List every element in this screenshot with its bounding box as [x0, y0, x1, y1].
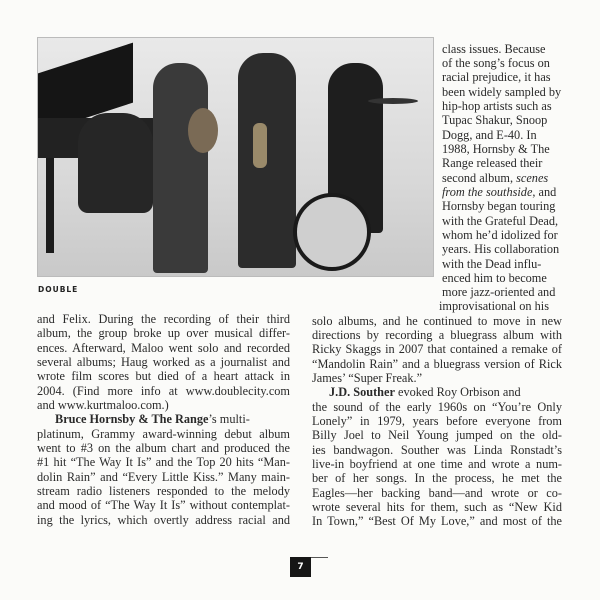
saxophone: [253, 123, 267, 168]
text-line: “Mandolin Rain” and a bluegrass version of Rick: [312, 357, 562, 371]
text-line: of the song’s focus on: [442, 56, 550, 70]
text-line: Tupac Shakur, Snoop: [442, 113, 548, 127]
cymbal: [368, 98, 418, 104]
text-line: and Felix. During the recording of their third: [37, 312, 290, 326]
piano-leg: [46, 158, 54, 253]
text-line: racial prejudice, it has: [442, 70, 551, 84]
text-line: platinum, Grammy award-winning debut album: [37, 427, 290, 441]
album-title: scenes: [516, 171, 549, 185]
text-line: In Town,” “Best Of My Love,” and most of the: [312, 514, 562, 528]
guitar: [188, 108, 218, 153]
text-line: ies bandwagon. Souther was Linda Ronstadt’s: [312, 443, 562, 457]
text-line: stream radio listeners responded to the melody: [37, 484, 290, 498]
text-line: went to #3 on the album chart and produced the: [37, 441, 290, 455]
text-line: solo albums, and he continued to move in new: [312, 314, 562, 328]
text-line: more jazz-oriented and: [442, 285, 556, 299]
text-line: live-in boyfriend at one time and wrote a num-: [312, 457, 562, 471]
text-line: the sound of the early 1960s on “You’re Only: [312, 400, 562, 414]
text: , and: [532, 185, 557, 199]
band-member-2: [153, 63, 208, 273]
text-line: Eagles—her backing band—and wrote or co-: [312, 486, 562, 500]
artist-name: Bruce Hornsby & The Range: [55, 412, 209, 426]
text-line: ber of her songs. In the process, he met the: [312, 471, 562, 485]
text-line: wrote film scores but died of a heart attack in: [37, 369, 290, 383]
text-line: hip-hop artists such as: [442, 99, 552, 113]
text-line: 2004. (Find more info at www.doublecity.com: [37, 384, 290, 398]
text-line: Billy Joel to Neil Young jumped on the old-: [312, 428, 562, 442]
band-member-1: [78, 113, 153, 213]
text-line: and www.kurtmaloo.com.): [37, 398, 169, 412]
text-line: #1 hit “The Way It Is” and the Top 20 hits “Man-: [37, 455, 290, 469]
album-title: from the southside: [442, 185, 533, 199]
text-line: enced him to become: [442, 271, 547, 285]
text-line: been widely sampled by: [442, 85, 562, 99]
photo-caption: DOUBLE: [38, 285, 79, 294]
text-line: and mood of “The Way It Is” without contemplat-: [37, 498, 290, 512]
band-member-3: [238, 53, 296, 268]
text-line: with the Dead influ-: [442, 257, 542, 271]
text-line: whom he’d idolized for: [442, 228, 558, 242]
text-line: improvisational on his: [439, 299, 549, 313]
text-line: Lonely” in 1979, years before everyone from: [312, 414, 562, 428]
text-line: [55, 412, 290, 426]
text-line: directions by recording a bluegrass album with: [312, 328, 562, 342]
drum-kit: [293, 193, 371, 271]
text-line: wrote several hits for them, such as “New Kid: [312, 500, 562, 514]
text-line: [442, 171, 548, 185]
text-line: 1988, Hornsby & The: [442, 142, 550, 156]
text-line: Hornsby began touring: [442, 199, 556, 213]
text-line: ences. Afterward, Maloo went solo and recorded: [37, 341, 290, 355]
text-line: James’ “Super Freak.”: [312, 371, 423, 385]
text-line: Ricky Skaggs in 2007 that contained a remake of: [312, 342, 562, 356]
text-line: class issues. Because: [442, 42, 546, 56]
text-line: dolin Rain” and “Every Little Kiss.” Many main-: [37, 470, 290, 484]
text-line: [329, 385, 562, 399]
text-line: several albums; Haug worked as a journalist and: [37, 355, 290, 369]
text-line: ing the lyrics, which overtly address racial and: [37, 513, 290, 527]
text: evoked Roy Orbison and: [394, 385, 521, 399]
text-line: [442, 185, 556, 199]
text-line: Dogg, and E-40. In: [442, 128, 537, 142]
page-number: 7: [290, 557, 311, 577]
text-line: with the Grateful Dead,: [442, 214, 559, 228]
artist-name: J.D. Souther: [329, 385, 395, 399]
text: second album,: [442, 171, 517, 185]
text-line: Range released their: [442, 156, 543, 170]
text-line: years. His collaboration: [442, 242, 560, 256]
text-line: album, the group broke up over musical differ-: [37, 326, 290, 340]
band-photo: [37, 37, 434, 277]
text: ’s multi-: [208, 412, 250, 426]
